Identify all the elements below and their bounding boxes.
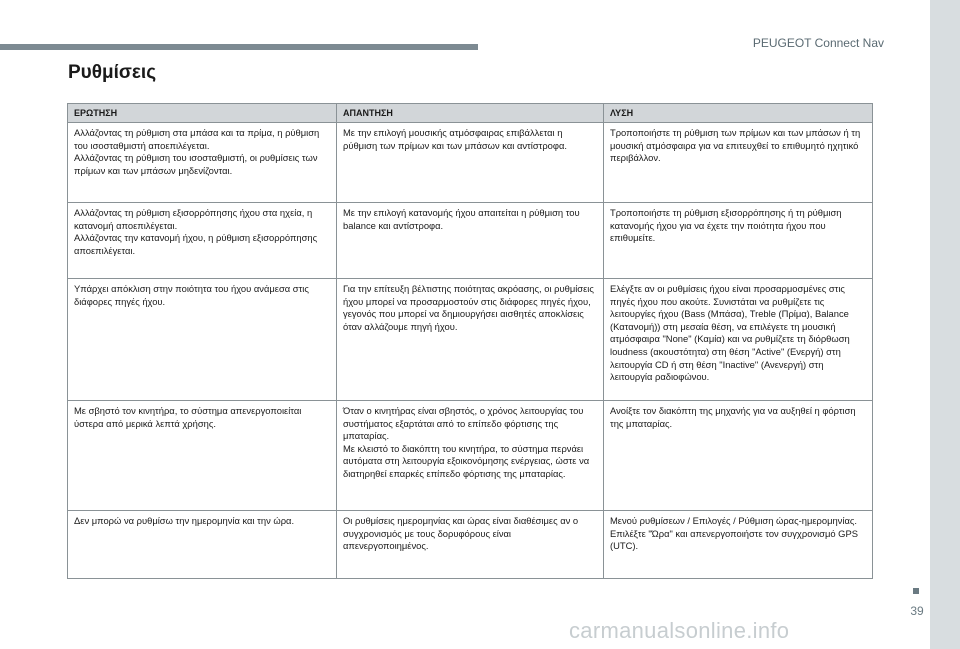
solution-cell: Τροποποιήστε τη ρύθμιση εξισορρόπησης ή τη ρύθμιση κατανομής ήχου για να έχετε την ποιότητα ήχου που επιθυμείτε.: [604, 203, 873, 279]
page-number: 39: [910, 604, 924, 618]
answer-cell: Με την επιλογή μουσικής ατμόσφαιρας επιβάλλεται η ρύθμιση των πρίμων και των μπάσων και αντίστροφα.: [337, 123, 604, 203]
side-strip: [930, 0, 960, 649]
question-cell: Αλλάζοντας τη ρύθμιση εξισορρόπησης ήχου στα ηχεία, η κατανομή αποεπιλέγεται. Αλλάζοντας την κατανομή ήχου, η ρύθμιση εξισορρόπησης αποεπιλέγεται.: [68, 203, 337, 279]
page-title: Ρυθμίσεις: [68, 62, 157, 83]
question-cell: Με σβηστό τον κινητήρα, το σύστημα απενεργοποιείται ύστερα από μερικά λεπτά χρήσης.: [68, 401, 337, 511]
troubleshooting-table: [67, 103, 873, 579]
watermark: carmanualsonline.info: [569, 618, 790, 643]
solution-cell: Μενού ρυθμίσεων / Επιλογές / Ρύθμιση ώρας-ημερομηνίας. Επιλέξτε "Ώρα" και απενεργοποιήστε τον συγχρονισμό GPS (UTC).: [604, 511, 873, 579]
answer-cell: Οι ρυθμίσεις ημερομηνίας και ώρας είναι διαθέσιμες αν ο συγχρονισμός με τους δορυφόρους είναι απενεργοποιημένος.: [337, 511, 604, 579]
table-row: [68, 511, 873, 579]
table-header-row: [68, 104, 873, 123]
table-row: [68, 203, 873, 279]
running-header: PEUGEOT Connect Nav: [752, 36, 884, 50]
table-row: [68, 123, 873, 203]
answer-cell: Για την επίτευξη βέλτιστης ποιότητας ακρόασης, οι ρυθμίσεις ήχου μπορεί να προσαρμοστούν στις διάφορες πηγές ήχου, γεγονός που μπορεί να δημιουργήσει αισθητές αποκλίσεις όταν αλλάζουμε πηγή ήχου.: [337, 279, 604, 401]
table-row: [68, 279, 873, 401]
question-cell: Αλλάζοντας τη ρύθμιση στα μπάσα και τα πρίμα, η ρύθμιση του ισοσταθμιστή αποεπιλέγεται. Αλλάζοντας τη ρύθμιση του ισοσταθμιστή, οι ρυθμίσεις των πρίμων και των μπάσων μηδενίζονται.: [68, 123, 337, 203]
question-cell: Δεν μπορώ να ρυθμίσω την ημερομηνία και την ώρα.: [68, 511, 337, 579]
solution-cell: Ελέγξτε αν οι ρυθμίσεις ήχου είναι προσαρμοσμένες στις πηγές ήχου που ακούτε. Συνιστάται να ρυθμίζετε τις λειτουργίες ήχου (Bass (Μπάσα), Treble (Πρίμα), Balance (Κατανομή)) στη μεσαία θέση, να επιλέγετε τη μουσική ατμόσφαιρα "None" (Καμία) και να ρυθμίζετε τη διόρθωση loudness (ακουστότητα) στη θέση "Active" (Ενεργή) στη λειτουργία CD ή στη θέση "Inactive" (Ανενεργή) στη λειτουργία ραδιοφώνου.: [604, 279, 873, 401]
solution-cell: Τροποποιήστε τη ρύθμιση των πρίμων και των μπάσων ή τη μουσική ατμόσφαιρα για να επιτευχθεί το επιθυμητό ηχητικό περιβάλλον.: [604, 123, 873, 203]
header-answer: ΑΠΑΝΤΗΣΗ: [337, 104, 604, 123]
answer-cell: Όταν ο κινητήρας είναι σβηστός, ο χρόνος λειτουργίας του συστήματος εξαρτάται από το επίπεδο φόρτισης της μπαταρίας. Με κλειστό το διακόπτη του κινητήρα, το σύστημα περνάει αυτόματα στη λειτουργία εξοικονόμησης ενέργειας, ώστε να διατηρηθεί επαρκές επίπεδο φόρτισης της μπαταρίας.: [337, 401, 604, 511]
solution-cell: Ανοίξτε τον διακόπτη της μηχανής για να αυξηθεί η φόρτιση της μπαταρίας.: [604, 401, 873, 511]
answer-cell: Με την επιλογή κατανομής ήχου απαιτείται η ρύθμιση του balance και αντίστροφα.: [337, 203, 604, 279]
question-cell: Υπάρχει απόκλιση στην ποιότητα του ήχου ανάμεσα στις διάφορες πηγές ήχου.: [68, 279, 337, 401]
table-row: [68, 401, 873, 511]
header-solution: ΛΥΣΗ: [604, 104, 873, 123]
header-rule: [0, 44, 478, 50]
page-marker-icon: [913, 588, 919, 594]
header-question: ΕΡΩΤΗΣΗ: [68, 104, 337, 123]
